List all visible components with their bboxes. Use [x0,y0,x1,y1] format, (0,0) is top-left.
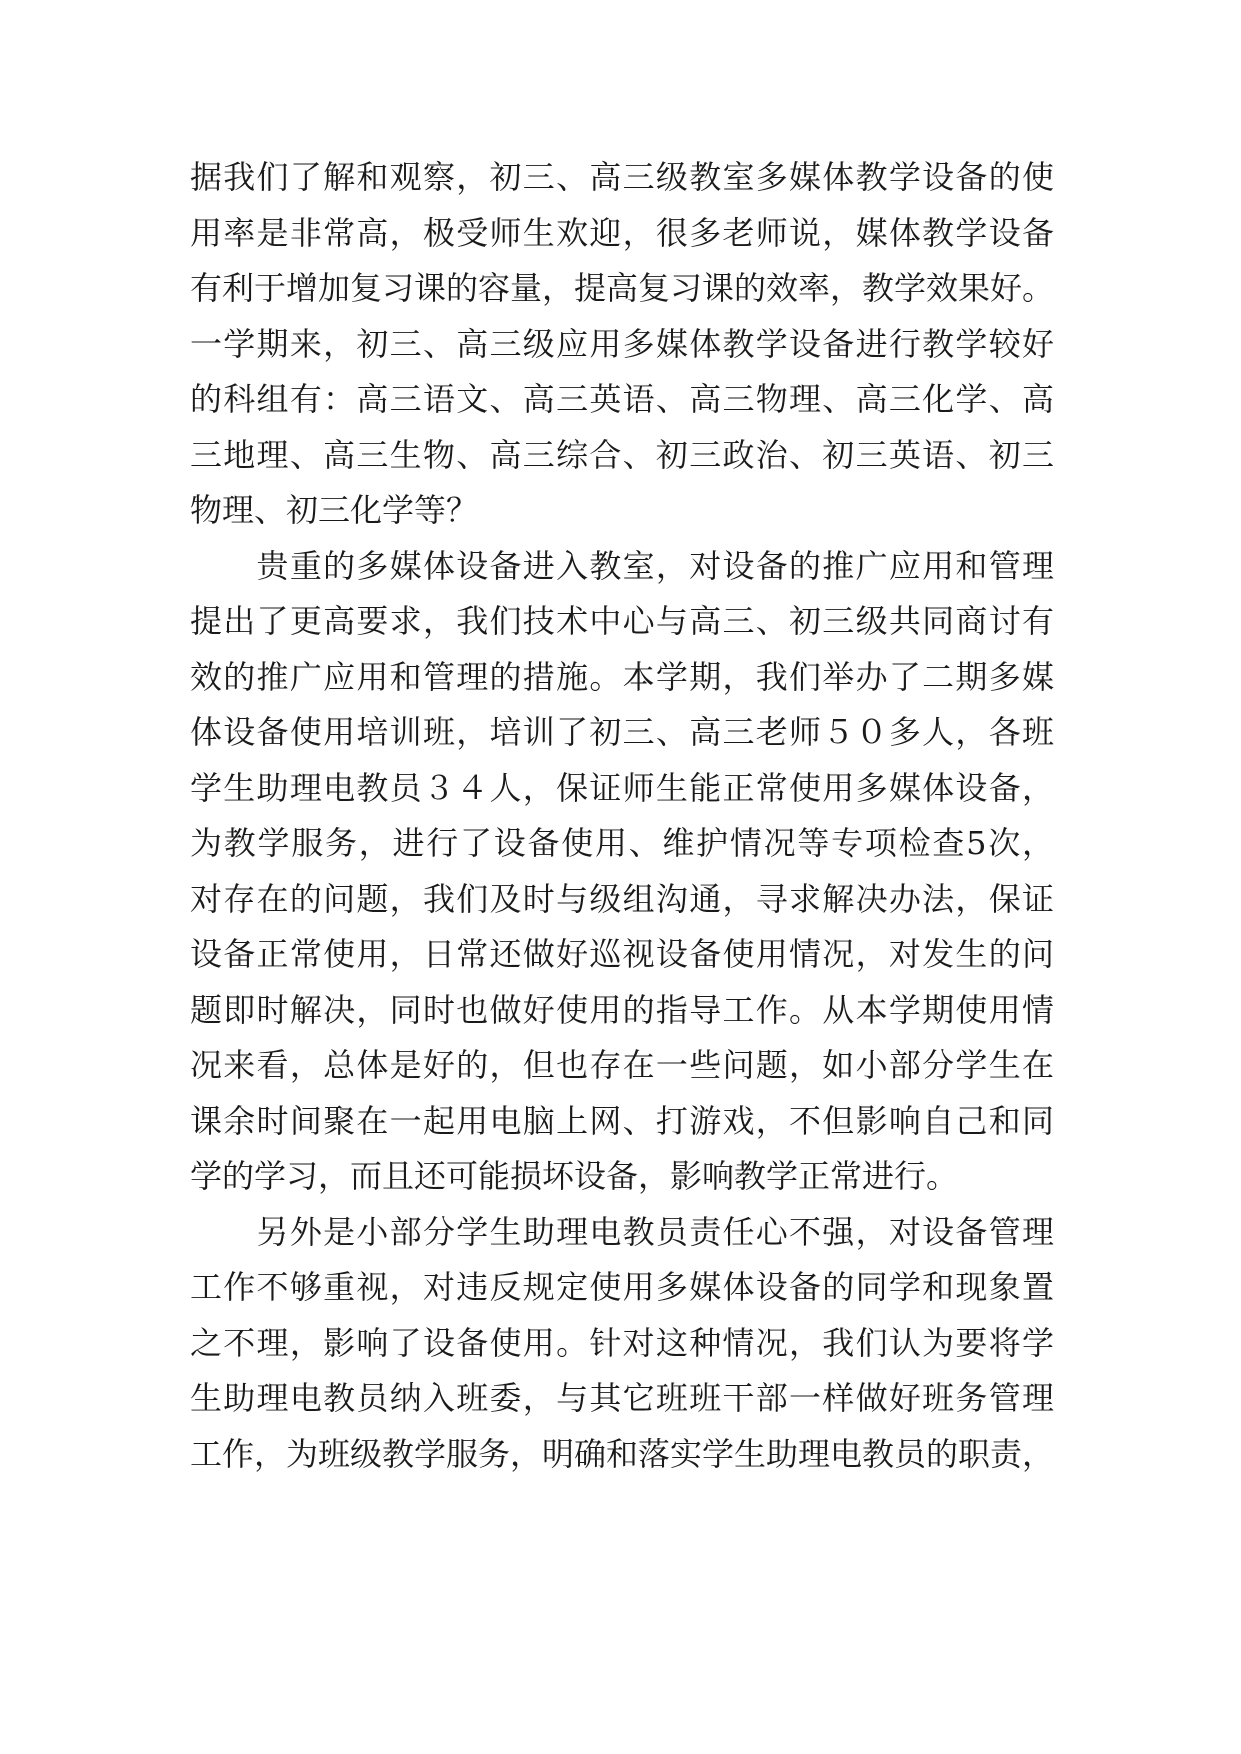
text-line: 有利于增加复习课的容量，提高复习课的效率，教学效果好。 [190,269,1055,307]
text-line: 一学期来，初三、高三级应用多媒体教学设备进行教学较好 [190,324,1054,363]
text-line: 据我们了解和观察，初三、高三级教室多媒体教学设备的使 [190,158,1054,196]
text-line: 工作不够重视，对违反规定使用多媒体设备的同学和现象置 [190,1268,1054,1306]
text-line: 三地理、高三生物、高三综合、初三政治、初三英语、初三 [190,435,1054,474]
paragraph-3 [190,1205,1054,1483]
text-line: 之不理，影响了设备使用。针对这种情况，我们认为要将学 [190,1323,1054,1362]
text-line: 课余时间聚在一起用电脑上网、打游戏，不但影响自己和同 [190,1101,1054,1140]
text-line: 贵重的多媒体设备进入教室，对设备的推广应用和管理 [190,546,1054,585]
paragraph-1 [190,150,1054,539]
text-line: 学生助理电教员３４人，保证师生能正常使用多媒体设备， [190,768,1054,807]
text-line: 体设备使用培训班，培训了初三、高三老师５０多人，各班 [190,713,1054,751]
text-line: 况来看，总体是好的，但也存在一些问题，如小部分学生在 [190,1046,1054,1084]
text-line: 工作，为班级教学服务，明确和落实学生助理电教员的职责， [190,1434,1055,1473]
text-line: 用率是非常高，极受师生欢迎，很多老师说，媒体教学设备 [190,213,1054,252]
text-line: 物理、初三化学等？ [190,491,479,529]
text-line: 设备正常使用，日常还做好巡视设备使用情况，对发生的问 [190,935,1054,973]
text-line: 对存在的问题，我们及时与级组沟通，寻求解决办法，保证 [190,879,1054,918]
text-line: 学的学习，而且还可能损坏设备，影响教学正常进行。 [190,1157,959,1195]
text-line: 的科组有：高三语文、高三英语、高三物理、高三化学、高 [190,380,1054,418]
text-line: 生助理电教员纳入班委，与其它班班干部一样做好班务管理 [190,1379,1054,1417]
paragraph-2 [190,539,1054,1205]
text-line: 为教学服务，进行了设备使用、维护情况等专项检查5次， [190,824,1054,862]
text-line: 效的推广应用和管理的措施。本学期，我们举办了二期多媒 [190,657,1054,696]
text-line: 提出了更高要求，我们技术中心与高三、初三级共同商讨有 [190,602,1054,640]
text-line: 题即时解决，同时也做好使用的指导工作。从本学期使用情 [190,990,1054,1029]
body-text [190,150,1054,1482]
text-line: 另外是小部分学生助理电教员责任心不强，对设备管理 [190,1212,1054,1251]
